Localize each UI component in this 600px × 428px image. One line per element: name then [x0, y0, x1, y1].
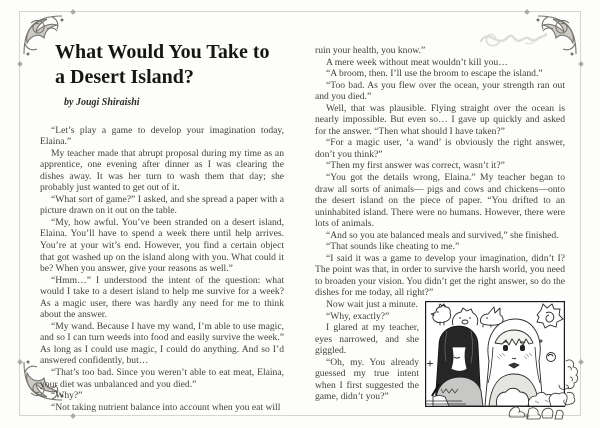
frame-bottom-line	[19, 415, 581, 416]
frame-right-line	[580, 11, 581, 416]
left-page	[40, 40, 284, 413]
paragraph: “Then my first answer was correct, wasn’t it?”	[326, 160, 505, 172]
right-page-text-wrap	[315, 299, 565, 403]
frame-top-line	[19, 11, 581, 12]
paragraph: “For a magic user, ‘a wand’ is obviously the right answer, don’t you think?”	[315, 137, 565, 160]
right-page	[315, 45, 565, 407]
paragraph: I glared at my teacher, eyes narrowed, and she giggled.	[315, 322, 419, 357]
paragraph: “Let’s play a game to develop your imagination today, Elaina.”	[40, 124, 284, 148]
manga-illustration	[425, 301, 565, 407]
frame-tick	[70, 9, 76, 15]
frame-tick	[17, 61, 23, 67]
paragraph: “My, how awful. You’ve been stranded on a desert island, Elaina. You’ll have to spend a week there until help arrives. You’re at your wit’s end. However, you find a certain object that got washed up on the island along with you. What could it be? When you answer, give your reasons as well.”	[40, 216, 284, 275]
frame-tick	[578, 359, 584, 365]
paragraph: “Hmm…” I understood the intent of the question: what would I take to a desert island to help me survive for a week? As a magic user, there was hardly any need for me to think about the answer.	[40, 274, 284, 321]
right-page-text-top	[315, 45, 565, 299]
elaina-character	[485, 319, 543, 406]
paragraph: “My wand. Because I have my wand, I’m able to use magic, and so I can turn weeds into food and easily survive the week.” As long as I could use magic, I could do anything. And so I’d answered confidently, but…	[40, 320, 284, 367]
paragraph: “And so you ate balanced meals and survived,” she finished.	[326, 229, 559, 241]
frame-tick	[524, 9, 530, 15]
paragraph: “Oh, my. You already guessed my true intent when I first suggested the game, didn’t you?”	[315, 356, 419, 403]
paragraph: A mere week without meat wouldn’t kill you…	[326, 56, 508, 68]
manga-illustration-drawing	[425, 301, 565, 407]
paragraph: “Too bad. As you flew over the ocean, your strength ran out and you died.”	[315, 79, 565, 103]
paragraph: “I said it was a game to develop your imagination, didn’t I? The point was that, in order to survive the harsh world, you need to broaden your vision. You didn’t get the right answer, so do the dishes for me today, all right?”	[315, 252, 565, 299]
paragraph: “Not taking nutrient balance into account when you eat will	[51, 401, 281, 413]
frame-tick	[70, 413, 76, 419]
paragraph: “Why?”	[51, 390, 83, 402]
paragraph: “That sounds like cheating to me.”	[326, 241, 460, 253]
frame-left-line	[19, 11, 20, 416]
paragraph: “Why, exactly?”	[326, 310, 390, 322]
paragraph: “What sort of game?” I asked, and she spread a paper with a picture drawn on it out on the table.	[40, 193, 284, 217]
left-page-text	[40, 125, 284, 414]
paragraph: “That’s too bad. Since you weren’t able to eat meat, Elaina, your diet was unbalanced and you died.”	[40, 367, 284, 390]
paragraph: “You got the details wrong, Elaina.” My teacher began to draw all sorts of animals— pigs and cows and chickens—onto the desert island on the piece of paper. “You drifted to an uninhabited island. There were no humans. However, there were lots of animals.	[315, 172, 565, 230]
chapter-title-line2: a Desert Island?	[55, 66, 194, 88]
paragraph: ruin your health, you know.”	[315, 45, 426, 56]
chapter-title-line1: What Would You Take to	[55, 41, 270, 63]
paragraph: Now wait just a minute.	[326, 299, 418, 311]
author-byline: by Jougi Shiraishi	[64, 97, 140, 108]
paragraph: My teacher made that abrupt proposal during my time as an apprentice, one evening after dinner as I was clearing the dishes away. It was her turn to wash them that day; she probably just wanted to get out of it.	[40, 147, 284, 194]
frame-tick	[578, 61, 584, 67]
paragraph: Well, that was plausible. Flying straight over the ocean is nearly impossible. But even so… I gave up quickly and asked for the answer. “Then what should I have taken?”	[315, 102, 565, 137]
paragraph: “A broom, then. I’ll use the broom to escape the island.”	[326, 68, 543, 80]
